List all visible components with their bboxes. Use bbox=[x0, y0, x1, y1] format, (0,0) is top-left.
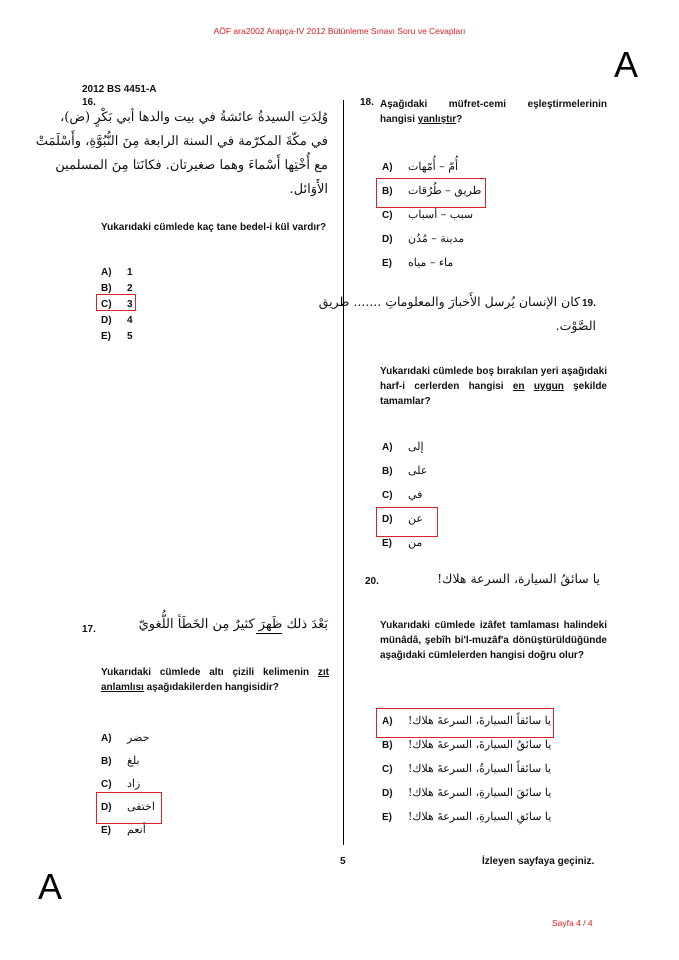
option-label: E) bbox=[382, 812, 392, 823]
option-label: D) bbox=[101, 315, 112, 326]
option-label: C) bbox=[101, 779, 112, 790]
next-page-note: İzleyen sayfaya geçiniz. bbox=[482, 856, 595, 867]
option-label: E) bbox=[101, 825, 111, 836]
option-label: C) bbox=[382, 490, 393, 501]
q18-option-c[interactable] bbox=[382, 208, 582, 226]
option-text: إلى bbox=[408, 440, 424, 453]
option-label: B) bbox=[101, 756, 112, 767]
option-label: E) bbox=[101, 331, 111, 342]
q17-question bbox=[101, 665, 329, 695]
q16-arabic-line: الأَوَائل. bbox=[289, 182, 328, 197]
q16-option-d[interactable] bbox=[101, 315, 133, 329]
q17-number: 17. bbox=[82, 624, 96, 635]
column-divider bbox=[343, 100, 344, 845]
q19-option-e[interactable] bbox=[382, 536, 502, 554]
option-label: B) bbox=[101, 283, 112, 294]
q16-question: Yukarıdaki cümlede kaç tane bedel-i kül vardır? bbox=[101, 222, 327, 233]
q18-question-underlined: yanlıştır bbox=[417, 114, 457, 125]
option-text: في bbox=[408, 488, 423, 501]
q19-option-b[interactable] bbox=[382, 464, 502, 482]
booklet-letter-top: A bbox=[614, 44, 639, 85]
q17-option-a[interactable] bbox=[101, 731, 201, 749]
page-number: 5 bbox=[340, 856, 346, 867]
option-label: A) bbox=[382, 442, 393, 453]
option-label: B) bbox=[382, 186, 393, 197]
q20-option-d[interactable] bbox=[382, 786, 572, 804]
option-text: اختفى bbox=[127, 800, 155, 813]
option-text: مدينة – مُدُن bbox=[408, 232, 465, 245]
q18-option-a[interactable] bbox=[382, 160, 582, 178]
option-label: B) bbox=[382, 466, 393, 477]
q16-answer-highlight bbox=[96, 294, 136, 311]
q18-option-d[interactable] bbox=[382, 232, 582, 250]
option-text: يا سائقِ السيارةِ، السرعةَ هلاك! bbox=[408, 810, 552, 823]
option-text: أنعم bbox=[127, 823, 146, 836]
option-label: E) bbox=[382, 258, 392, 269]
q17-question-text-end: aşağıdakilerden hangisidir? bbox=[143, 682, 279, 693]
q18-question bbox=[380, 97, 607, 127]
option-label: B) bbox=[382, 740, 393, 751]
q19-question bbox=[380, 364, 607, 409]
q16-option-a[interactable] bbox=[101, 267, 133, 281]
q16-arabic-line: في مكّةَ المكرّمة في السنة الرابعة مِنَ النُّبُوَّةِ، وأَسْلَمَتْ bbox=[35, 134, 328, 149]
q18-question-text: Aşağıdaki müfret-cemi eşleştirmelerinin hangisi bbox=[380, 99, 607, 125]
option-label: D) bbox=[101, 802, 112, 813]
q19-number: 19. bbox=[582, 298, 596, 309]
document-header: AÖF ara2002 Arapça-IV 2012 Bütünleme Sınavı Soru ve Cevapları bbox=[213, 26, 466, 36]
option-label: E) bbox=[382, 538, 392, 549]
q19-question-underlined-uygun: uygun bbox=[533, 381, 564, 392]
option-text: حضر bbox=[127, 731, 150, 744]
option-text: ماء – مياه bbox=[408, 256, 454, 269]
option-text: 3 bbox=[127, 299, 133, 310]
option-text: عن bbox=[408, 512, 423, 525]
option-label: A) bbox=[101, 267, 112, 278]
q19-question-text: Yukarıdaki cümlede boş bırakılan yeri aşağıdaki harf-i cerlerden hangisi bbox=[380, 366, 607, 392]
option-text: زاد bbox=[127, 777, 141, 790]
q17-arabic-sentence: بَعْدَ ذلك ظَهرَ كثيرٌ مِن الخَطَأ اللُّغويّ bbox=[138, 617, 328, 632]
option-label: D) bbox=[382, 234, 393, 245]
option-label: A) bbox=[382, 716, 393, 727]
q19-question-text-end: şekilde tamamlar? bbox=[380, 381, 607, 407]
option-text: يا سائقاً السيارةُ، السرعةَ هلاك! bbox=[408, 762, 552, 775]
q17-option-e[interactable] bbox=[101, 823, 201, 841]
page-footer: Sayfa 4 / 4 bbox=[552, 918, 593, 928]
option-text: 4 bbox=[127, 315, 133, 326]
q16-arabic-line: وُلِدَتِ السيدةُ عائشةُ في بيت والدها أبي بَكْرٍ (ض)، bbox=[60, 110, 328, 125]
option-label: D) bbox=[382, 788, 393, 799]
option-text: سبب – أسباب bbox=[408, 208, 474, 221]
option-label: A) bbox=[101, 733, 112, 744]
q19-question-underlined-en: en bbox=[512, 381, 525, 392]
q20-number: 20. bbox=[365, 576, 379, 587]
q16-arabic-line: مع أُخْتِها أَسْماءَ وهما صغيرتان. فكانَتا مِنَ المسلمين bbox=[55, 158, 328, 173]
booklet-letter-bottom: A bbox=[38, 866, 63, 907]
q20-arabic-sentence: يا سائقُ السيارة، السرعة هلاك! bbox=[437, 571, 600, 586]
option-text: على bbox=[408, 464, 428, 477]
q18-option-e[interactable] bbox=[382, 256, 582, 274]
option-text: بلغ bbox=[127, 754, 140, 767]
q19-option-c[interactable] bbox=[382, 488, 502, 506]
q18-number: 18. bbox=[360, 97, 374, 108]
q17-question-underlined: zıt anlamlısı bbox=[101, 667, 329, 693]
q19-question-space bbox=[525, 381, 534, 392]
option-label: C) bbox=[101, 299, 112, 310]
q19-arabic-line-2: الصَّوْت. bbox=[555, 318, 596, 333]
q18-question-text-end: ? bbox=[456, 114, 463, 125]
q16-number: 16. bbox=[82, 97, 96, 108]
option-text: 2 bbox=[127, 283, 133, 294]
q17-answer-highlight bbox=[96, 792, 162, 824]
q16-arabic-passage bbox=[35, 110, 328, 206]
q17-option-b[interactable] bbox=[101, 754, 201, 772]
q19-option-a[interactable] bbox=[382, 440, 502, 458]
option-text: من bbox=[408, 536, 423, 549]
option-text: يا سائقُ السيارةَ، السرعةَ هلاك! bbox=[408, 738, 552, 751]
exam-code: 2012 BS 4451-A bbox=[82, 84, 157, 95]
q20-option-c[interactable] bbox=[382, 762, 572, 780]
q20-question: Yukarıdaki cümlede izâfet tamlaması halindeki münâdâ, şebîh bi'l-muzâf'a dönüştürüldüğünde aşağıdaki cümlelerden hangisi doğru olur? bbox=[380, 620, 607, 661]
q16-option-e[interactable] bbox=[101, 331, 133, 345]
q20-option-b[interactable] bbox=[382, 738, 572, 756]
option-text: 5 bbox=[127, 331, 133, 342]
option-label: C) bbox=[382, 210, 393, 221]
q17-question-text: Yukarıdaki cümlede altı çizili kelimenin bbox=[101, 667, 318, 678]
option-label: A) bbox=[382, 162, 393, 173]
q19-answer-highlight bbox=[376, 507, 438, 537]
q20-option-e[interactable] bbox=[382, 810, 572, 828]
option-text: 1 bbox=[127, 267, 133, 278]
option-text: طريق – طُرُقات bbox=[408, 184, 482, 197]
option-text: يا سائقاً السيارةَ، السرعةَ هلاك! bbox=[408, 714, 552, 727]
option-label: C) bbox=[382, 764, 393, 775]
option-text: أُمّ – أُمّهات bbox=[408, 160, 459, 173]
q17-underline-mark bbox=[256, 633, 282, 634]
q17-options bbox=[101, 731, 201, 841]
q18-answer-highlight bbox=[376, 178, 486, 208]
q19-arabic-line-1: كان الإنسان يُرسل الأَخبارَ والمعلوماتِ ....... طريق bbox=[318, 294, 580, 309]
q20-answer-highlight bbox=[376, 708, 554, 738]
option-label: D) bbox=[382, 514, 393, 525]
option-text: يا سائقَ السيارةِ، السرعةَ هلاك! bbox=[408, 786, 552, 799]
